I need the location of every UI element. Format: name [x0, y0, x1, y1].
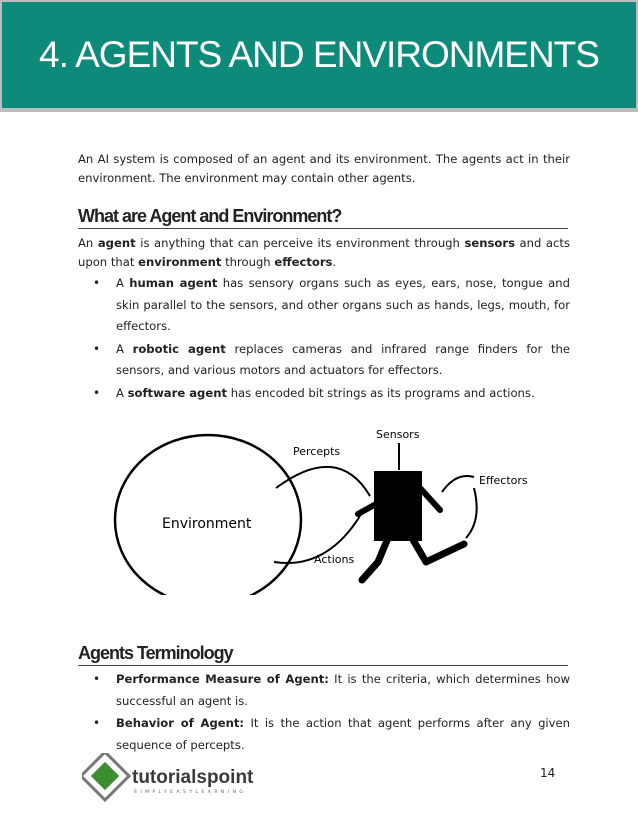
terminology-list: [93, 669, 570, 757]
effectors-arc-top: [442, 476, 474, 492]
effectors-label: Effectors: [479, 474, 528, 487]
list-item: • A robotic agent replaces cameras and infrared range finders for the sensors, and various motors and actuators for effectors.: [93, 339, 570, 382]
tutorialspoint-logo: [82, 753, 282, 811]
agent-body: [374, 471, 422, 541]
list-item: • Behavior of Agent: It is the action that agent performs after any given sequence of percepts.: [93, 713, 570, 756]
agent-arm-left: [358, 504, 376, 514]
section-heading-agent-environment: What are Agent and Environment?: [78, 206, 568, 229]
section-heading-agents-terminology: Agents Terminology: [78, 643, 568, 666]
agent-types-list: [93, 273, 570, 405]
chapter-title: 4. AGENTS AND ENVIRONMENTS: [39, 34, 599, 75]
chapter-banner-inner: [2, 2, 636, 108]
environment-circle: [115, 435, 301, 595]
environment-label: Environment: [162, 516, 252, 532]
chapter-banner: [0, 0, 638, 112]
logo-tagline: SIMPLYEASYLEARNING: [134, 790, 247, 795]
agent-arm-right: [420, 488, 440, 510]
agent-leg-left: [362, 538, 388, 580]
agent-leg-right: [412, 538, 464, 562]
intro-paragraph: An AI system is composed of an agent and its environment. The agents act in their environment. The environment may contain other agents.: [78, 152, 570, 185]
percepts-label: Percepts: [293, 445, 341, 458]
list-item: • Performance Measure of Agent: It is the criteria, which determines how successful an agent is.: [93, 669, 570, 712]
list-item: • A human agent has sensory organs such as eyes, ears, nose, tongue and skin parallel to the sensors, and other organs such as hands, legs, mouth, for effectors.: [93, 273, 570, 338]
logo-text: tutorialspoint: [132, 767, 254, 788]
page-number: 14: [540, 766, 556, 780]
list-item: • A software agent has encoded bit strings as its programs and actions.: [93, 383, 570, 405]
agent-definition-paragraph: An agent is anything that can perceive its environment through sensors and acts upon that environment through effectors.: [78, 236, 570, 269]
effectors-arc-right: [466, 488, 477, 538]
agent-environment-diagram: [108, 420, 528, 595]
sensors-label: Sensors: [376, 428, 420, 441]
actions-label: Actions: [314, 553, 355, 566]
